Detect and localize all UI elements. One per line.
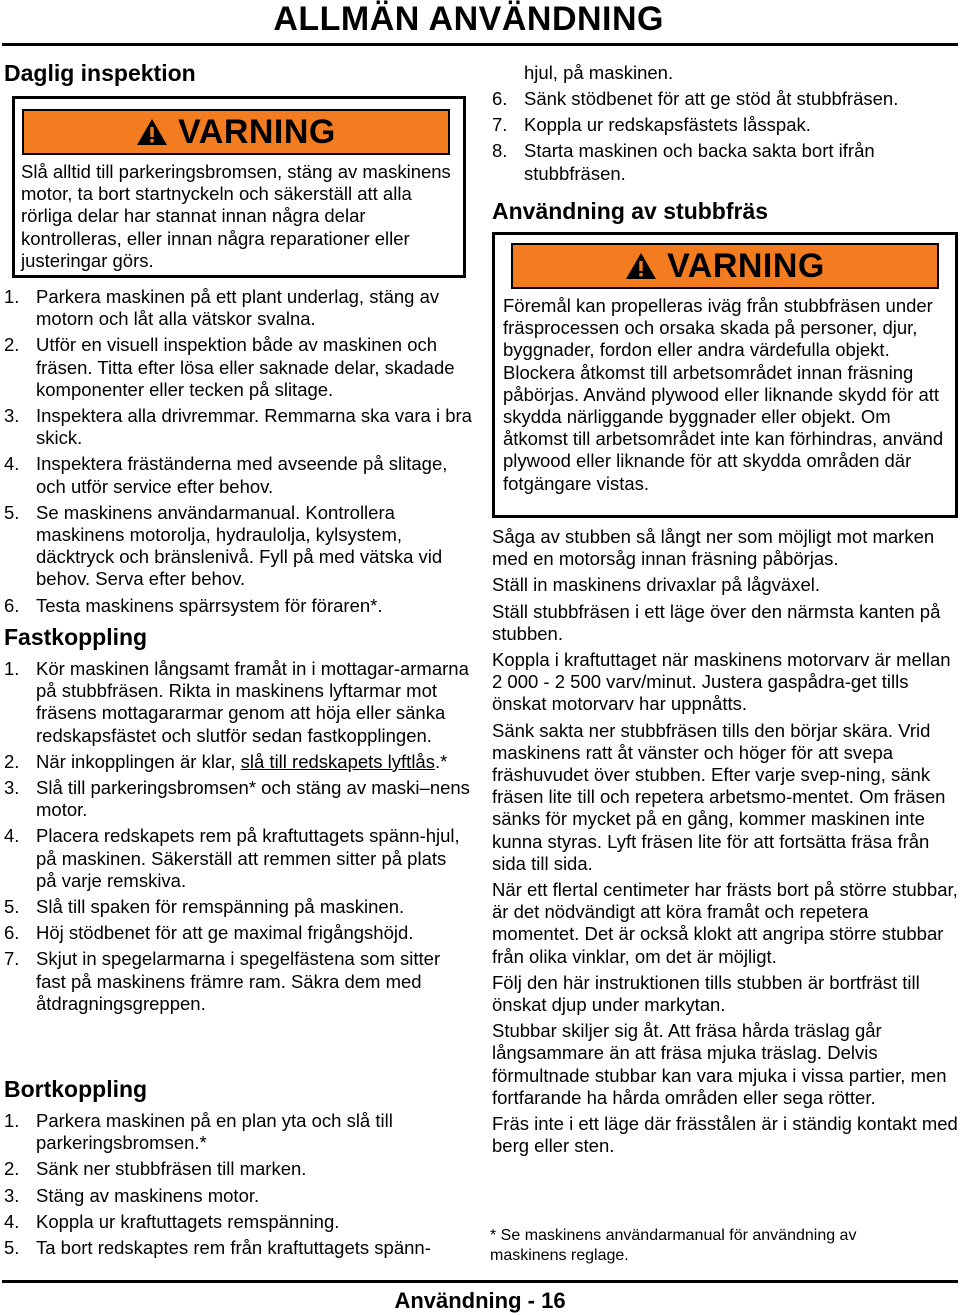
usage-paragraphs [492,526,958,1161]
daily-warning-banner [22,109,450,155]
detach-list-continued [492,88,952,189]
header-rule [2,43,958,46]
footnote: * Se maskinens användarmanual för användning av maskinens reglage. [490,1227,857,1264]
list-item: 2. När inkopplingen är klar, slå till redskapets lyftlås.* [4,750,448,772]
detach-heading: Bortkoppling [4,1076,148,1102]
list-item: 8. Starta maskinen och backa sakta bort ifrån stubbfräsen. [492,140,875,184]
lift-lock-link[interactable]: slå till redskapets lyftlås [240,750,435,772]
usage-heading: Användning av stubbfräs [492,198,769,224]
list-item: 4. Koppla ur kraftuttagets remspänning. [4,1210,340,1232]
list-item: 6. Sänk stödbenet för att ge stöd åt stubbfräsen. [492,88,899,109]
usage-paragraph: Sänk sakta ner stubbfräsen tills den börjar skära. Vrid maskinens ratt åt vänster och höger för att svepa fräshuvudet över stubben. Efter varje svep-ning, sänk fräsen lite till och repetera arbetsmo-mentet. Om fräsen sänks för mycket på en gång, kommer maskinen inte kunna styras. Lyft fräsen lite för att fortsätta fräsa från sida till sida. [492,719,946,874]
usage-paragraph: Följ den här instruktionen tills stubben är bortfräst till önskat djup under markytan. [492,971,920,1016]
list-item: 3. Stäng av maskinens motor. [4,1184,260,1206]
list-item: 4. Placera redskapets rem på kraftuttagets spänn-hjul, på maskinen. Säkerställ att remmen sitter på plats på varje remskiva. [4,825,460,891]
list-item: 1. Parkera maskinen på ett plant underlag, stäng av motorn och låt alla vätskor svalna. [4,286,440,330]
list-item: 7. Skjut in spegelarmarna i spegelfästena som sitter fast på maskinens främre ram. Säkra dem med åtdragningsgreppen. [4,948,441,1014]
usage-warning-banner [511,243,939,289]
daily-inspection-heading: Daglig inspektion [4,60,196,86]
list-item: 5. Ta bort redskaptes rem från kraftuttagets spänn- [4,1237,431,1259]
list-item: 4. Inspektera fräständerna med avseende på slitage, och utför service efter behov. [4,453,448,497]
daily-inspection-list [4,286,472,621]
warning-triangle-icon [625,252,657,280]
footer-rule [2,1280,958,1283]
list-item: 5. Se maskinens användarmanual. Kontrollera maskinens motorolja, hydraulolja, kylsystem, däcktryck och bränslenivå. Fyll på med vätska vid behov. Serva efter behov. [4,501,443,590]
quick-coupling-heading: Fastkoppling [4,624,148,650]
daily-warning-label: VARNING [178,112,336,151]
quick-coupling-list [4,658,470,1019]
usage-paragraph: Såga av stubben så långt ner som möjligt mot marken med en motorsåg innan fräsning påbörjas. [492,526,935,570]
daily-warning-text: Slå alltid till parkeringsbromsen, stäng av maskinens motor, ta bort startnyckeln och säkerställ att alla rörliga delar har stannat innan några delar kontrolleras, eller innan några reparationer eller justeringar görs. [21,161,451,271]
usage-warning-label: VARNING [667,246,825,285]
list-item: 7. Koppla ur redskapsfästets låsspak. [492,114,811,136]
list-item: 1. Parkera maskinen på en plan yta och slå till parkeringsbromsen.* [4,1110,393,1154]
list-item: 2. Utför en visuell inspektion både av maskinen och fräsen. Titta efter lösa eller saknade delar, skadade komponenter eller tecken på slitage. [4,334,455,400]
usage-paragraph: Fräs inte i ett läge där frässtålen är i ständig kontakt med berg eller sten. [492,1113,958,1157]
list-item: 6. Höj stödbenet för att ge maximal frigångshöjd. [4,922,414,944]
list-item: 3. Inspektera alla drivremmar. Remmarna ska vara i bra skick. [4,405,472,449]
list-item: 1. Kör maskinen långsamt framåt in i mottagar-armarna på stubbfräsen. Rikta in maskinens lyftarmar mot fräsens mottagararmar genom att höja eller sänka redskapsfästet och slutför sedan fastkopplingen. [4,658,469,746]
detach-list [4,1110,474,1263]
usage-warning-text: Föremål kan propelleras iväg från stubbfräsen under fräsprocessen och orsaka skada på personer, djur, byggnader, fordon eller andra värdefulla objekt. Blockera åtkomst till arbetsområdet innan fräsning påbörjas. Använd plywood eller liknande skydd för att skydda närliggande byggnader eller objekt. Om åtkomst till arbetsområdet inte kan förhindras, använd plywood eller liknande för att skydda områden där fotgängare vistas. [503,295,944,494]
detach-continued-text: hjul, på maskinen. [524,62,674,83]
usage-warning-box [492,232,958,518]
list-item: 3. Slå till parkeringsbromsen* och stäng av maski–nens motor. [4,777,470,821]
usage-paragraph: Koppla i kraftuttaget när maskinens motorvarv är mellan 2 000 - 2 500 varv/minut. Justera gaspådra-get tills önskat motorvarv har uppnåtts. [492,649,951,715]
usage-paragraph: Stubbar skiljer sig åt. Att fräsa hårda träslag går långsammare än att fräsa mjuka träslag. Delvis förmultnade stubbar kan vara mjuka i vissa partier, men fortfarande ha hårda områden eller sega rötter. [492,1020,947,1108]
daily-warning-box [12,96,466,278]
page-title: ALLMÄN ANVÄNDNING [273,0,664,38]
usage-paragraph: Ställ in maskinens drivaxlar på lågväxel. [492,574,821,596]
list-item: 2. Sänk ner stubbfräsen till marken. [4,1158,307,1180]
usage-paragraph: Ställ stubbfräsen i ett läge över den närmsta kanten på stubben. [492,600,941,644]
list-item: 5. Slå till spaken för remspänning på maskinen. [4,896,405,918]
page-footer: Användning - 16 [394,1288,566,1313]
warning-triangle-icon [136,118,168,146]
usage-paragraph: När ett flertal centimeter har frästs bort på större stubbar, är det nödvändigt att köra framåt och repetera momentet. Det är också klokt att angripa större stubbar från olika vinklar, om det är möjligt. [492,879,958,967]
list-item: 6. Testa maskinens spärrsystem för föraren*. [4,594,383,616]
